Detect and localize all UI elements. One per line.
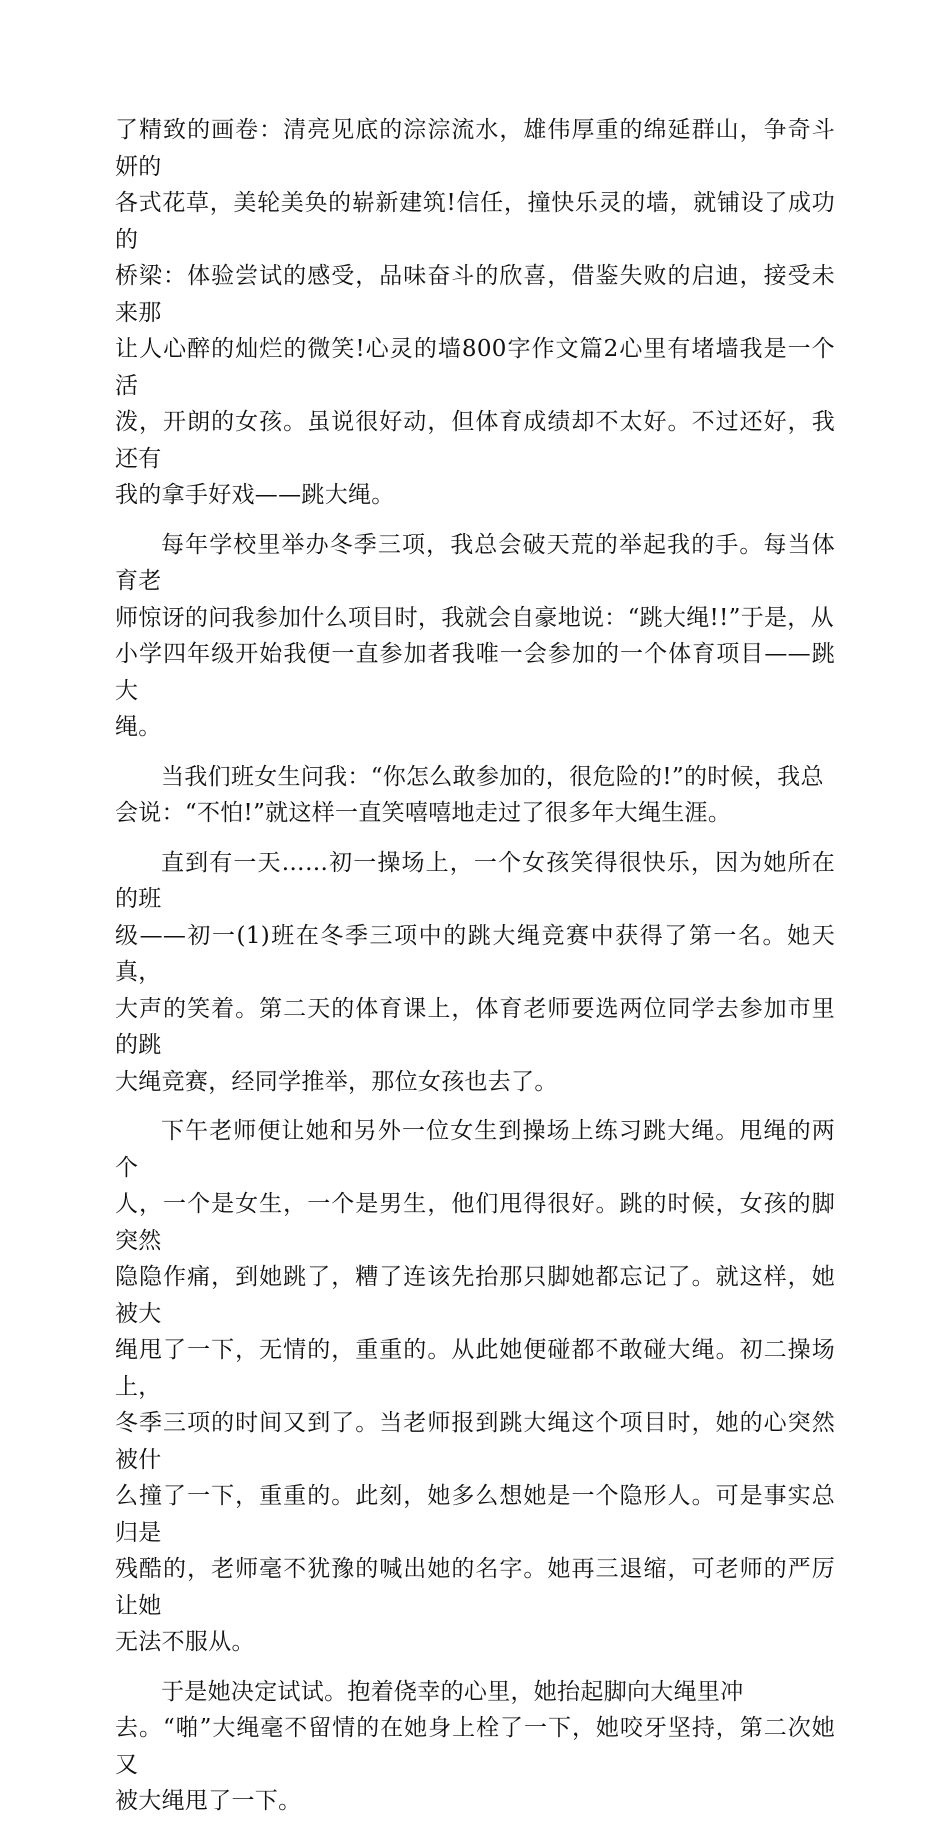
text-line: 当我们班女生问我：“你怎么敢参加的，很危险的!”的时候，我总 bbox=[161, 763, 824, 790]
paragraph bbox=[115, 1674, 835, 1820]
paragraph bbox=[115, 1113, 835, 1661]
text-line: 我的拿手好戏——跳大绳。 bbox=[115, 482, 395, 508]
text-line: 大绳竞赛，经同学推举，那位女孩也去了。 bbox=[115, 1068, 558, 1095]
text-line: 级——初一(1)班在冬季三项中的跳大绳竞赛中获得了第一名。她天真， bbox=[115, 922, 835, 985]
paragraph bbox=[115, 112, 835, 514]
article-body bbox=[115, 112, 835, 1833]
text-line: 人，一个是女生，一个是男生，他们甩得很好。跳的时候，女孩的脚突然 bbox=[115, 1191, 835, 1254]
text-line: 桥梁：体验尝试的感受，品味奋斗的欣喜，借鉴失败的启迪，接受未来那 bbox=[115, 263, 835, 326]
text-line: 去。“啪”大绳毫不留情的在她身上栓了一下，她咬牙坚持，第二次她又 bbox=[115, 1715, 835, 1778]
text-line: 直到有一天……初一操场上，一个女孩笑得很快乐，因为她所在的班 bbox=[115, 849, 835, 912]
text-line: 下午老师便让她和另外一位女生到操场上练习跳大绳。甩绳的两个 bbox=[115, 1118, 835, 1181]
text-line: 于是她决定试试。抱着侥幸的心里，她抬起脚向大绳里冲 bbox=[161, 1678, 744, 1705]
text-line: 隐隐作痛，到她跳了，糟了连该先抬那只脚她都忘记了。就这样，她被大 bbox=[115, 1264, 835, 1327]
text-line: 绳。 bbox=[115, 714, 162, 740]
text-line: 无法不服从。 bbox=[115, 1629, 255, 1655]
text-line: 泼，开朗的女孩。虽说很好动，但体育成绩却不太好。不过还好，我还有 bbox=[115, 409, 835, 472]
text-line: 冬季三项的时间又到了。当老师报到跳大绳这个项目时，她的心突然被什 bbox=[115, 1410, 835, 1473]
text-line: 每年学校里举办冬季三项，我总会破天荒的举起我的手。每当体育老 bbox=[115, 531, 835, 594]
text-line: 被大绳甩了一下。 bbox=[115, 1788, 302, 1814]
text-line: 残酷的，老师毫不犹豫的喊出她的名字。她再三退缩，可老师的严厉让她 bbox=[115, 1556, 835, 1619]
text-line: 了精致的画卷：清亮见底的淙淙流水，雄伟厚重的绵延群山，争奇斗妍的 bbox=[115, 117, 835, 180]
text-line: 大声的笑着。第二天的体育课上，体育老师要选两位同学去参加市里的跳 bbox=[115, 995, 835, 1058]
text-line: 么撞了一下，重重的。此刻，她多么想她是一个隐形人。可是事实总归是 bbox=[115, 1483, 835, 1546]
text-line: 会说：“不怕!”就这样一直笑嘻嘻地走过了很多年大绳生涯。 bbox=[115, 800, 732, 826]
text-line: 师惊讶的问我参加什么项目时，我就会自豪地说：“跳大绳!!”于是，从 bbox=[115, 604, 834, 631]
paragraph bbox=[115, 845, 835, 1101]
text-line: 绳甩了一下，无情的，重重的。从此她便碰都不敢碰大绳。初二操场上， bbox=[115, 1337, 835, 1400]
text-line: 让人心醉的灿烂的微笑!心灵的墙800字作文篇2心里有堵墙我是一个活 bbox=[115, 336, 835, 399]
paragraph bbox=[115, 527, 835, 746]
text-line: 小学四年级开始我便一直参加者我唯一会参加的一个体育项目——跳大 bbox=[115, 641, 835, 704]
paragraph bbox=[115, 759, 835, 832]
text-line: 各式花草，美轮美奂的崭新建筑!信任，撞快乐灵的墙，就铺设了成功的 bbox=[115, 190, 835, 253]
